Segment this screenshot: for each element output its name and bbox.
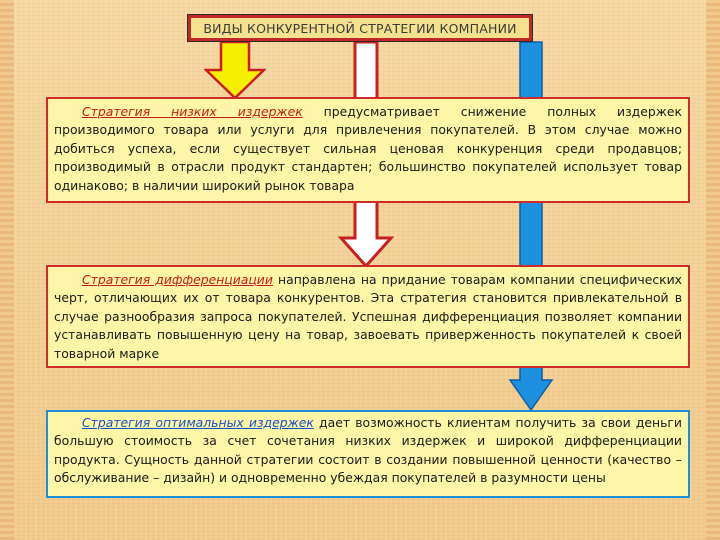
- differentiation-strategy-description: направлена на придание товарам компании специфических черт, отличающих их от товара конкурентов. Эта стратегия становится привлекательной в случае разнообразия запроса покупателей. Успешная дифференциация позволяет компании устанавливать повышенную цену на товар, завоевать приверженность покупателей к своей товарной марке: [54, 272, 683, 361]
- optimal-cost-strategy-description: дает возможность клиентам получить за свои деньги большую стоимость за счет сочетания низких издержек и широкой дифференциации продукта. Сущность данной стратегии состоит в создании повышенной ценности (качество – обслуживание – дизайн) и одновременно убеждая покупателей в разумности цены: [54, 415, 682, 486]
- diagram-title-text: ВИДЫ КОНКУРЕНТНОЙ СТРАТЕГИИ КОМПАНИИ: [203, 20, 517, 36]
- low-cost-strategy-term: Стратегия низких издержек: [82, 104, 303, 119]
- differentiation-strategy-box: [46, 265, 690, 368]
- differentiation-strategy-term: Стратегия дифференциации: [82, 272, 273, 287]
- optimal-cost-strategy-box: [46, 410, 690, 498]
- low-cost-strategy-box: [46, 97, 690, 203]
- low-cost-strategy-description: предусматривает снижение полных издержек производимого товара или услуги для привлечения покупателей. В этом случае можно добиться успеха, если существует сильная ценовая конкуренция среди продавцов; производимый в отрасли продукт стандартен; большинство покупателей использует товар одинаково; в наличии широкий рынок товара: [54, 104, 682, 193]
- left-edge-decoration: [0, 0, 14, 540]
- optimal-cost-strategy-term: Стратегия оптимальных издержек: [82, 415, 314, 430]
- yellow-arrow-to-low-costs: [204, 40, 266, 100]
- right-edge-decoration: [706, 0, 720, 540]
- diagram-title: [188, 15, 532, 41]
